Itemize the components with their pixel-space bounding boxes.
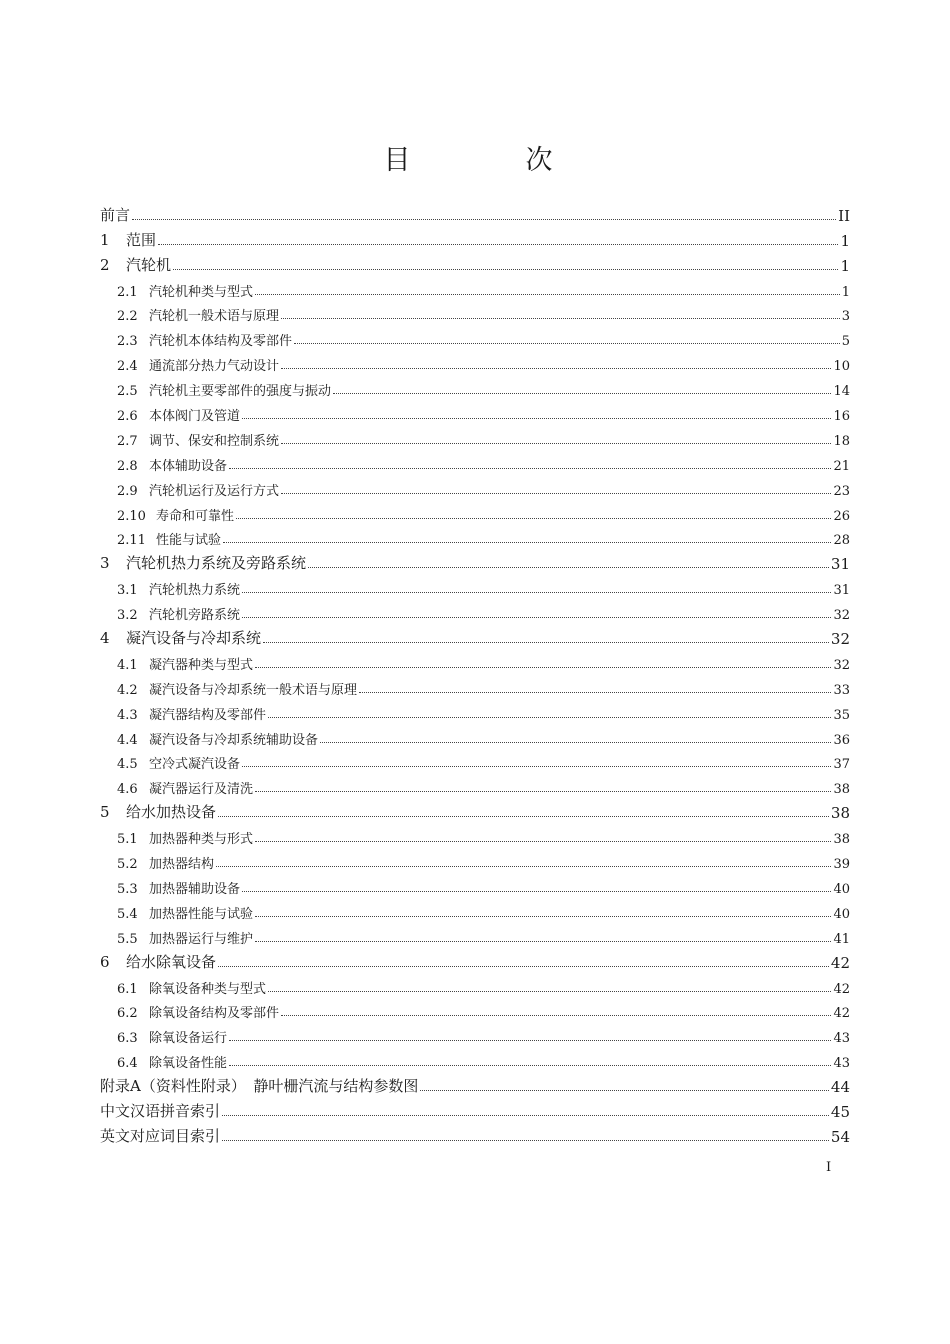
toc-entry-number: 5.3 bbox=[117, 881, 138, 897]
toc-entry-text: 附录A（资料性附录） 静叶栅汽流与结构参数图 bbox=[100, 1077, 419, 1096]
toc-entry-text: 汽轮机一般术语与原理 bbox=[149, 309, 280, 325]
toc-entry-title bbox=[100, 1100, 220, 1121]
toc-entry-title bbox=[117, 430, 279, 449]
dot-leader bbox=[255, 294, 840, 295]
toc-entry-page: 14 bbox=[833, 384, 850, 400]
toc-entry[interactable] bbox=[100, 399, 850, 424]
dot-leader bbox=[281, 493, 831, 494]
toc-entry-text: 凝汽器运行及清洗 bbox=[149, 782, 254, 798]
toc-entry[interactable] bbox=[100, 524, 850, 549]
dot-leader bbox=[223, 542, 831, 543]
toc-entry-number: 2.8 bbox=[117, 458, 138, 474]
toc-entry-number: 5.1 bbox=[117, 832, 138, 848]
toc-entry[interactable] bbox=[100, 324, 850, 349]
toc-entry-page: 37 bbox=[833, 757, 850, 773]
toc-entry-text: 本体阀门及管道 bbox=[149, 409, 241, 425]
toc-entry-title bbox=[117, 1027, 227, 1046]
dot-leader bbox=[268, 717, 831, 718]
dot-leader bbox=[320, 742, 831, 743]
dot-leader bbox=[255, 841, 831, 842]
toc-entry-number: 2.6 bbox=[117, 409, 138, 425]
page-number: I bbox=[826, 1160, 832, 1175]
page-title: 目 次 bbox=[383, 145, 597, 177]
toc-entry-page: 40 bbox=[833, 906, 850, 922]
toc-entry-page: 3 bbox=[841, 309, 850, 325]
toc-entry-page: 38 bbox=[830, 804, 850, 823]
dot-leader bbox=[218, 816, 829, 817]
toc-entry-page: 28 bbox=[833, 533, 850, 549]
toc-entry-title bbox=[117, 281, 253, 300]
toc-entry-page: 43 bbox=[833, 1031, 850, 1047]
dot-leader bbox=[268, 991, 831, 992]
toc-entry-number: 2.10 bbox=[117, 508, 146, 524]
toc-entry-number: 3.1 bbox=[117, 583, 138, 599]
toc-entry-text: 通流部分热力气动设计 bbox=[149, 359, 280, 375]
toc-entry-title bbox=[100, 801, 216, 822]
toc-entry[interactable] bbox=[100, 922, 850, 947]
dot-leader bbox=[242, 592, 831, 593]
dot-leader bbox=[255, 941, 831, 942]
toc-entry[interactable] bbox=[100, 772, 850, 797]
dot-leader bbox=[218, 966, 829, 967]
dot-leader bbox=[242, 418, 831, 419]
toc-entry-title bbox=[117, 828, 253, 847]
toc-entry[interactable] bbox=[100, 300, 850, 325]
toc-entry-page: 10 bbox=[833, 359, 850, 375]
toc-entry-title bbox=[100, 204, 130, 225]
toc-entry-number: 2.5 bbox=[117, 384, 138, 400]
toc-entry[interactable] bbox=[100, 573, 850, 598]
toc-entry-title bbox=[117, 679, 357, 698]
toc-entry-text: 加热器辅助设备 bbox=[149, 881, 241, 897]
toc-entry-number: 6.3 bbox=[117, 1031, 138, 1047]
toc-entry-text: 给水除氧设备 bbox=[126, 952, 217, 971]
toc-entry-page: 5 bbox=[841, 334, 850, 350]
dot-leader bbox=[229, 1065, 831, 1066]
toc-entry-text: 汽轮机热力系统 bbox=[149, 583, 241, 599]
toc-entry-text: 加热器种类与形式 bbox=[149, 832, 254, 848]
toc-entry[interactable] bbox=[100, 1121, 850, 1146]
dot-leader bbox=[281, 443, 831, 444]
toc-entry-title bbox=[117, 480, 279, 499]
toc-entry[interactable] bbox=[100, 947, 850, 972]
toc-entry[interactable] bbox=[100, 748, 850, 773]
toc-entry-text: 范围 bbox=[126, 230, 157, 249]
toc-entry-text: 中文汉语拼音索引 bbox=[100, 1101, 221, 1120]
toc-entry[interactable] bbox=[100, 1046, 850, 1071]
toc-entry-page: 41 bbox=[833, 931, 850, 947]
dot-leader bbox=[236, 518, 831, 519]
toc-entry[interactable] bbox=[100, 648, 850, 673]
toc-entry[interactable] bbox=[100, 897, 850, 922]
toc-entry-number: 4.4 bbox=[117, 732, 138, 748]
toc-entry-number: 6 bbox=[100, 952, 110, 971]
toc-entry-title bbox=[117, 1052, 227, 1071]
toc-entry-title bbox=[117, 579, 240, 598]
toc-entry-page: 39 bbox=[833, 857, 850, 873]
toc-entry-title bbox=[117, 853, 214, 872]
dot-leader bbox=[173, 269, 838, 270]
toc-entry-title bbox=[117, 330, 292, 349]
toc-entry-text: 除氧设备种类与型式 bbox=[149, 981, 267, 997]
toc-entry[interactable] bbox=[100, 872, 850, 897]
toc-entry-page: 40 bbox=[833, 881, 850, 897]
toc-entry-number: 2.9 bbox=[117, 483, 138, 499]
toc-entry-number: 5.4 bbox=[117, 906, 138, 922]
toc-entry[interactable] bbox=[100, 1021, 850, 1046]
toc-entry-number: 2.2 bbox=[117, 309, 138, 325]
toc-entry-text: 英文对应词目索引 bbox=[100, 1126, 221, 1145]
toc-entry-page: 43 bbox=[833, 1056, 850, 1072]
toc-entry-number: 2.4 bbox=[117, 359, 138, 375]
toc-entry-number: 2.11 bbox=[117, 533, 146, 549]
toc-entry-page: 32 bbox=[833, 657, 850, 673]
toc-entry-text: 汽轮机本体结构及零部件 bbox=[149, 334, 293, 350]
toc-entry-number: 4.5 bbox=[117, 757, 138, 773]
toc-entry-page: 16 bbox=[833, 409, 850, 425]
toc-entry-title bbox=[117, 1002, 279, 1021]
toc-entry-number: 3 bbox=[100, 554, 110, 573]
toc-entry-number: 5.2 bbox=[117, 857, 138, 873]
toc-entry-text: 凝汽设备与冷却系统一般术语与原理 bbox=[149, 682, 358, 698]
toc-entry-title bbox=[117, 455, 227, 474]
dot-leader bbox=[242, 766, 831, 767]
toc-entry-text: 汽轮机种类与型式 bbox=[149, 284, 254, 300]
toc-entry-page: 21 bbox=[833, 458, 850, 474]
toc-entry-number: 2 bbox=[100, 255, 110, 274]
toc-entry-title bbox=[117, 505, 234, 524]
toc-entry-title bbox=[100, 627, 261, 648]
toc-entry-number: 6.4 bbox=[117, 1056, 138, 1072]
dot-leader bbox=[263, 642, 829, 643]
toc-entry[interactable] bbox=[100, 847, 850, 872]
toc-entry-text: 空冷式凝汽设备 bbox=[149, 757, 241, 773]
toc-entry-page: 38 bbox=[833, 832, 850, 848]
toc-entry-text: 除氧设备性能 bbox=[149, 1056, 228, 1072]
toc-entry[interactable] bbox=[100, 598, 850, 623]
toc-entry-title bbox=[117, 753, 240, 772]
toc-entry-number: 4.3 bbox=[117, 707, 138, 723]
toc-entry-text: 汽轮机主要零部件的强度与振动 bbox=[149, 384, 332, 400]
dot-leader bbox=[333, 393, 831, 394]
toc-entry-title bbox=[117, 654, 253, 673]
toc-entry-page: 42 bbox=[833, 981, 850, 997]
toc-entry-text: 除氧设备结构及零部件 bbox=[149, 1006, 280, 1022]
toc-entry-title bbox=[117, 778, 253, 797]
toc-entry-text: 凝汽器结构及零部件 bbox=[149, 707, 267, 723]
dot-leader bbox=[229, 468, 831, 469]
toc-entry[interactable] bbox=[100, 972, 850, 997]
toc-entry-page: II bbox=[838, 206, 850, 225]
toc-entry-title bbox=[117, 529, 221, 548]
toc-entry-page: 1 bbox=[840, 256, 850, 275]
toc-entry[interactable] bbox=[100, 623, 850, 648]
dot-leader bbox=[255, 916, 831, 917]
toc-entry[interactable] bbox=[100, 225, 850, 250]
toc-entry-title bbox=[117, 878, 240, 897]
dot-leader bbox=[308, 567, 829, 568]
dot-leader bbox=[158, 244, 838, 245]
dot-leader bbox=[222, 1115, 829, 1116]
toc-entry-text: 性能与试验 bbox=[156, 533, 222, 549]
toc-entry[interactable] bbox=[100, 1096, 850, 1121]
toc-entry-text: 加热器运行与维护 bbox=[149, 931, 254, 947]
toc-entry[interactable] bbox=[100, 997, 850, 1022]
toc-entry-text: 汽轮机旁路系统 bbox=[149, 608, 241, 624]
toc-entry-page: 42 bbox=[830, 953, 850, 972]
toc-entry-number: 1 bbox=[100, 230, 110, 249]
toc-entry-title bbox=[117, 729, 318, 748]
dot-leader bbox=[222, 1140, 829, 1141]
toc-entry-text: 汽轮机 bbox=[126, 255, 172, 274]
toc-entry-number: 4.1 bbox=[117, 657, 138, 673]
toc-entry[interactable] bbox=[100, 200, 850, 225]
dot-leader bbox=[294, 343, 840, 344]
toc-entry-title bbox=[117, 704, 266, 723]
toc-entry-title bbox=[117, 928, 253, 947]
toc-entry-page: 26 bbox=[833, 508, 850, 524]
dot-leader bbox=[255, 667, 831, 668]
table-of-contents bbox=[100, 200, 850, 1146]
toc-entry-number: 2.3 bbox=[117, 334, 138, 350]
toc-entry-number: 2.7 bbox=[117, 433, 138, 449]
toc-entry-number: 4 bbox=[100, 629, 110, 648]
toc-entry[interactable] bbox=[100, 250, 850, 275]
dot-leader bbox=[242, 891, 831, 892]
toc-entry-text: 加热器性能与试验 bbox=[149, 906, 254, 922]
toc-entry-title bbox=[100, 229, 156, 250]
toc-entry-text: 前言 bbox=[100, 205, 131, 224]
toc-entry[interactable] bbox=[100, 698, 850, 723]
toc-entry-page: 42 bbox=[833, 1006, 850, 1022]
toc-entry[interactable] bbox=[100, 374, 850, 399]
toc-entry-title bbox=[117, 903, 253, 922]
toc-entry[interactable] bbox=[100, 499, 850, 524]
toc-entry-page: 23 bbox=[833, 483, 850, 499]
toc-entry-page: 33 bbox=[833, 682, 850, 698]
toc-entry-text: 汽轮机运行及运行方式 bbox=[149, 483, 280, 499]
toc-entry-title bbox=[117, 978, 266, 997]
dot-leader bbox=[420, 1090, 829, 1091]
toc-entry[interactable] bbox=[100, 673, 850, 698]
toc-entry-title bbox=[117, 405, 240, 424]
toc-entry-page: 1 bbox=[840, 231, 850, 250]
toc-entry-page: 18 bbox=[833, 433, 850, 449]
toc-entry-title bbox=[117, 380, 331, 399]
toc-entry-number: 5.5 bbox=[117, 931, 138, 947]
toc-entry-text: 寿命和可靠性 bbox=[156, 508, 235, 524]
dot-leader bbox=[255, 791, 831, 792]
toc-entry-page: 44 bbox=[830, 1078, 850, 1097]
toc-entry-text: 汽轮机热力系统及旁路系统 bbox=[126, 554, 307, 573]
dot-leader bbox=[281, 368, 831, 369]
toc-entry-text: 给水加热设备 bbox=[126, 803, 217, 822]
toc-entry[interactable] bbox=[100, 723, 850, 748]
toc-entry[interactable] bbox=[100, 275, 850, 300]
toc-entry-page: 35 bbox=[833, 707, 850, 723]
toc-entry-number: 6.2 bbox=[117, 1006, 138, 1022]
toc-entry-title bbox=[100, 951, 216, 972]
toc-entry[interactable] bbox=[100, 1071, 850, 1096]
toc-entry-page: 31 bbox=[830, 555, 850, 574]
toc-entry-page: 32 bbox=[830, 630, 850, 649]
dot-leader bbox=[242, 617, 831, 618]
toc-entry-page: 54 bbox=[830, 1127, 850, 1146]
dot-leader bbox=[216, 866, 831, 867]
toc-entry-page: 45 bbox=[830, 1102, 850, 1121]
toc-entry-text: 凝汽设备与冷却系统 bbox=[126, 629, 262, 648]
toc-entry[interactable] bbox=[100, 474, 850, 499]
toc-entry-number: 4.6 bbox=[117, 782, 138, 798]
toc-entry[interactable] bbox=[100, 424, 850, 449]
toc-entry-text: 凝汽设备与冷却系统辅助设备 bbox=[149, 732, 319, 748]
toc-entry-number: 3.2 bbox=[117, 608, 138, 624]
toc-entry-number: 6.1 bbox=[117, 981, 138, 997]
toc-entry-title bbox=[117, 305, 279, 324]
toc-entry-title bbox=[117, 355, 279, 374]
toc-entry-page: 32 bbox=[833, 608, 850, 624]
toc-entry-text: 调节、保安和控制系统 bbox=[149, 433, 280, 449]
toc-entry-number: 5 bbox=[100, 803, 110, 822]
toc-entry-text: 凝汽器种类与型式 bbox=[149, 657, 254, 673]
toc-entry-title bbox=[100, 1125, 220, 1146]
toc-entry-title bbox=[100, 254, 171, 275]
dot-leader bbox=[281, 1015, 831, 1016]
toc-entry-text: 除氧设备运行 bbox=[149, 1031, 228, 1047]
toc-entry[interactable] bbox=[100, 797, 850, 822]
dot-leader bbox=[229, 1040, 831, 1041]
toc-entry-page: 36 bbox=[833, 732, 850, 748]
toc-entry[interactable] bbox=[100, 449, 850, 474]
toc-entry-number: 2.1 bbox=[117, 284, 138, 300]
toc-entry-title bbox=[100, 1075, 418, 1096]
toc-entry[interactable] bbox=[100, 822, 850, 847]
toc-entry-title bbox=[100, 552, 306, 573]
toc-entry-page: 31 bbox=[833, 583, 850, 599]
toc-entry-page: 1 bbox=[841, 284, 850, 300]
toc-entry-text: 加热器结构 bbox=[149, 857, 215, 873]
dot-leader bbox=[359, 692, 831, 693]
toc-entry-text: 本体辅助设备 bbox=[149, 458, 228, 474]
dot-leader bbox=[132, 219, 836, 220]
toc-entry-page: 38 bbox=[833, 782, 850, 798]
toc-entry-number: 4.2 bbox=[117, 682, 138, 698]
toc-entry-title bbox=[117, 604, 240, 623]
toc-entry[interactable] bbox=[100, 349, 850, 374]
toc-entry[interactable] bbox=[100, 548, 850, 573]
dot-leader bbox=[281, 318, 840, 319]
